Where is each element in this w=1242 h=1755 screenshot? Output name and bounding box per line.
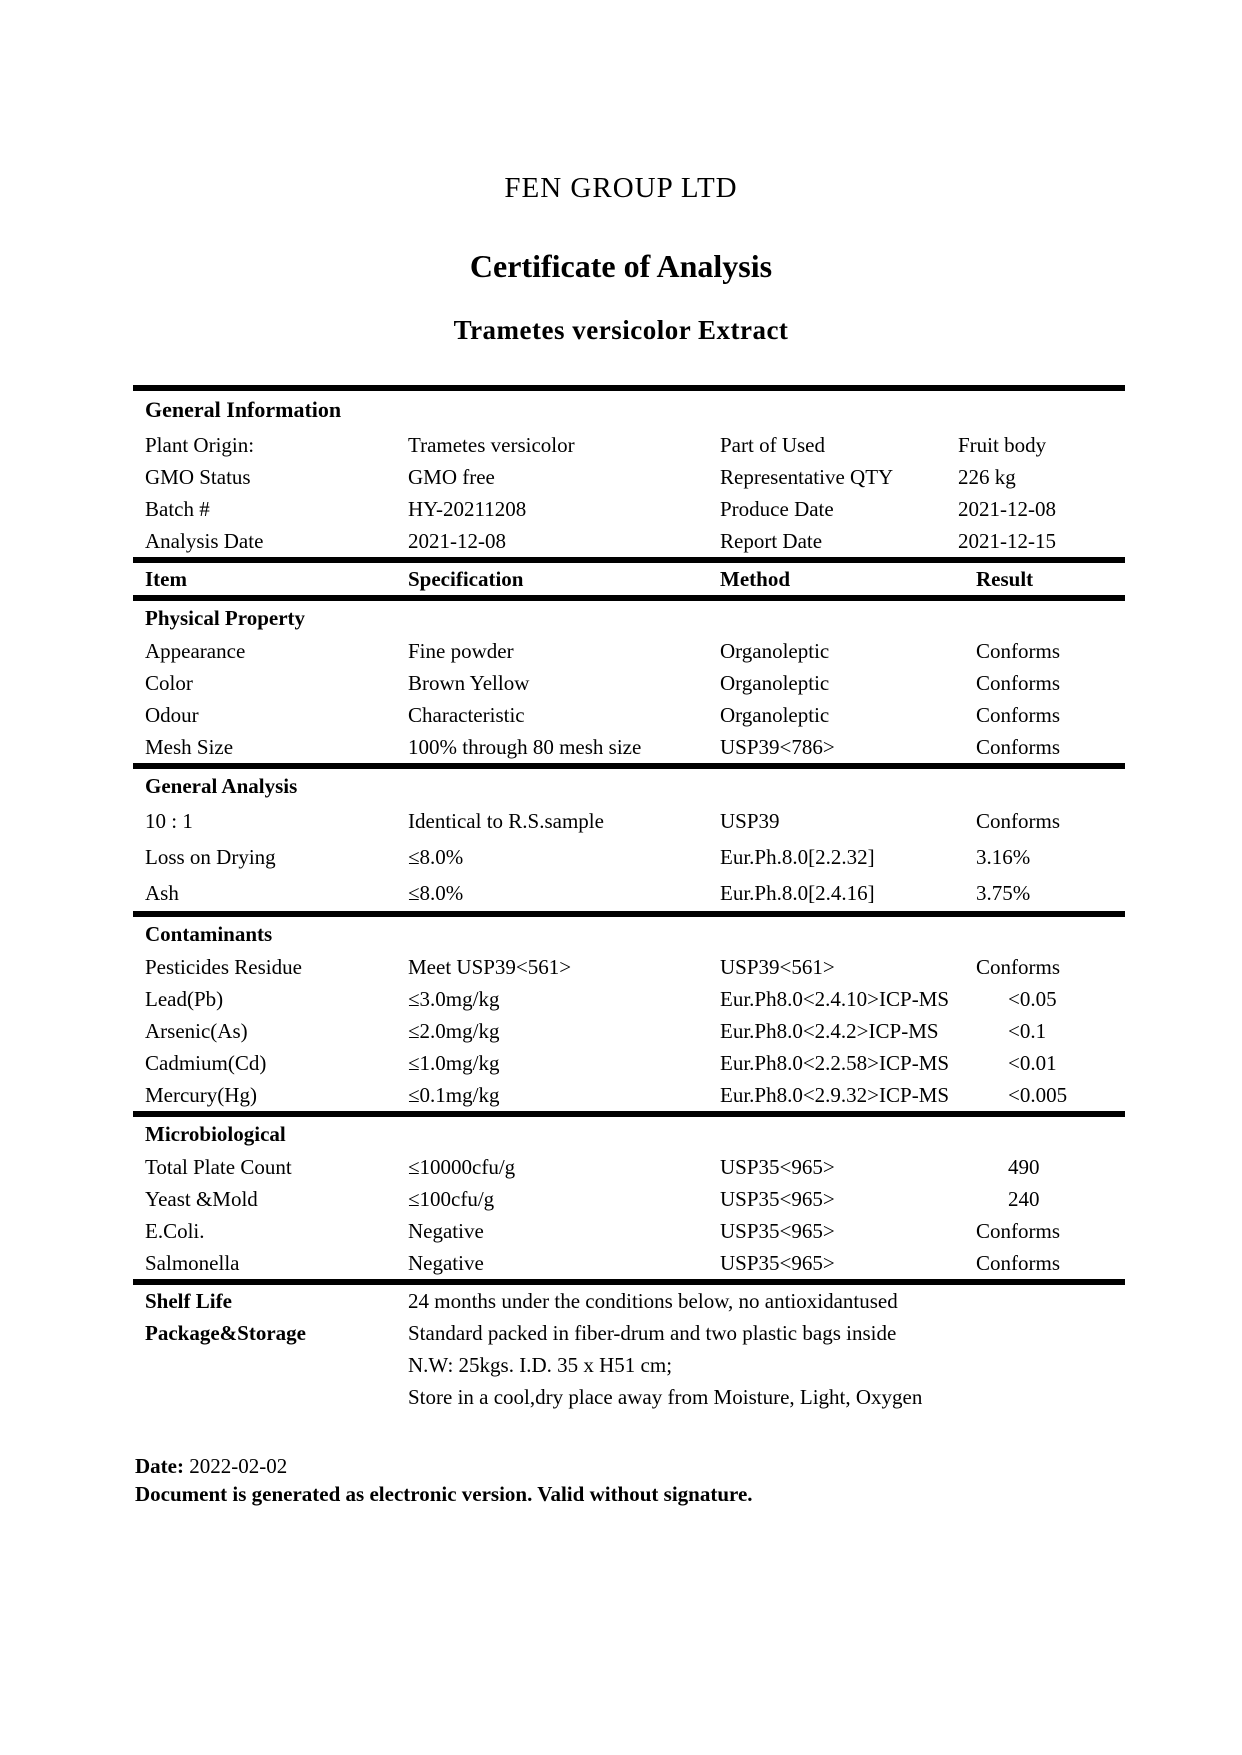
- info-label: Part of Used: [720, 432, 825, 457]
- cell-specification: ≤1.0mg/kg: [408, 1050, 500, 1075]
- info-row: [133, 429, 1125, 461]
- info-value: 2021-12-08: [958, 496, 1056, 521]
- table-row: [133, 667, 1125, 699]
- info-row: [133, 461, 1125, 493]
- date-label: Date:: [135, 1454, 190, 1478]
- info-label: Report Date: [720, 528, 823, 553]
- table-row: [133, 635, 1125, 667]
- product-name: Trametes versicolor Extract: [453, 315, 789, 345]
- info-value: Trametes versicolor: [408, 432, 575, 457]
- cell-result: Conforms: [976, 808, 1060, 833]
- cell-method: Eur.Ph8.0<2.2.58>ICP-MS: [720, 1050, 950, 1075]
- cell-result: Conforms: [976, 702, 1060, 727]
- cell-result: 3.16%: [976, 844, 1031, 869]
- cell-result: Conforms: [976, 638, 1060, 663]
- cell-specification: ≤8.0%: [408, 844, 464, 869]
- cell-specification: 100% through 80 mesh size: [408, 734, 642, 759]
- cell-method: Organoleptic: [720, 670, 830, 695]
- cell-result: <0.01: [1008, 1050, 1057, 1075]
- footer-date: [135, 1452, 753, 1480]
- info-label: GMO Status: [145, 464, 251, 489]
- table-row: [133, 1015, 1125, 1047]
- cell-method: USP39<786>: [720, 734, 835, 759]
- shelf-life-row: [133, 1285, 1125, 1317]
- cell-item: Odour: [145, 702, 199, 727]
- table-row: [133, 1247, 1125, 1279]
- info-row: [133, 525, 1125, 557]
- column-header-method: Method: [720, 566, 790, 591]
- shelf-life-text: 24 months under the conditions below, no antioxidantused: [408, 1288, 898, 1313]
- cell-item: Salmonella: [145, 1250, 240, 1275]
- cell-result: <0.005: [1008, 1082, 1068, 1107]
- table-row: [133, 951, 1125, 983]
- section-heading-microbiological: Microbiological: [145, 1121, 286, 1146]
- footer-note: Document is generated as electronic version. Valid without signature.: [135, 1482, 753, 1506]
- table-row: [133, 1215, 1125, 1247]
- cell-result: Conforms: [976, 1218, 1060, 1243]
- info-label: Analysis Date: [145, 528, 264, 553]
- cell-result: <0.1: [1008, 1018, 1047, 1043]
- package-storage-row: [133, 1381, 1125, 1413]
- table-row: [133, 803, 1125, 839]
- cell-specification: ≤3.0mg/kg: [408, 986, 500, 1011]
- cell-result: <0.05: [1008, 986, 1057, 1011]
- section-heading-physical-property: Physical Property: [145, 605, 306, 630]
- document-footer: [135, 1452, 753, 1508]
- table-row: [133, 875, 1125, 911]
- table-row: [133, 1183, 1125, 1215]
- package-storage-row: [133, 1317, 1125, 1349]
- cell-method: USP35<965>: [720, 1218, 835, 1243]
- cell-specification: Negative: [408, 1218, 484, 1243]
- column-header-specification: Specification: [408, 566, 524, 591]
- section-heading-contaminants: Contaminants: [145, 921, 273, 946]
- cell-item: Yeast &Mold: [145, 1186, 258, 1211]
- cell-method: USP39<561>: [720, 954, 835, 979]
- cell-method: Organoleptic: [720, 638, 830, 663]
- info-value: 2021-12-08: [408, 528, 506, 553]
- table-row: [133, 1047, 1125, 1079]
- cell-item: Ash: [145, 880, 179, 905]
- info-value: HY-20211208: [408, 496, 527, 521]
- cell-specification: Meet USP39<561>: [408, 954, 572, 979]
- cell-item: Appearance: [145, 638, 246, 663]
- info-value: 226 kg: [958, 464, 1016, 489]
- date-value: 2022-02-02: [189, 1454, 288, 1478]
- cell-item: E.Coli.: [145, 1218, 205, 1243]
- info-label: Batch #: [145, 496, 210, 521]
- column-header-item: Item: [145, 566, 187, 591]
- cell-result: 490: [1008, 1154, 1040, 1179]
- cell-specification: Brown Yellow: [408, 670, 530, 695]
- cell-specification: Characteristic: [408, 702, 525, 727]
- cell-item: Lead(Pb): [145, 986, 224, 1011]
- info-label: Produce Date: [720, 496, 834, 521]
- cell-specification: ≤10000cfu/g: [408, 1154, 516, 1179]
- cell-method: USP39: [720, 808, 780, 833]
- cell-method: Eur.Ph.8.0[2.2.32]: [720, 844, 875, 869]
- table-row: [133, 1151, 1125, 1183]
- info-value: GMO free: [408, 464, 495, 489]
- cell-specification: Fine powder: [408, 638, 514, 663]
- cell-method: Eur.Ph8.0<2.9.32>ICP-MS: [720, 1082, 950, 1107]
- cell-method: Organoleptic: [720, 702, 830, 727]
- cell-method: Eur.Ph.8.0[2.4.16]: [720, 880, 875, 905]
- cell-method: USP35<965>: [720, 1154, 835, 1179]
- package-storage-label: Package&Storage: [145, 1320, 306, 1345]
- cell-result: Conforms: [976, 670, 1060, 695]
- cell-result: Conforms: [976, 1250, 1060, 1275]
- cell-method: Eur.Ph8.0<2.4.10>ICP-MS: [720, 986, 950, 1011]
- column-header-result: Result: [976, 566, 1034, 591]
- cell-result: 3.75%: [976, 880, 1031, 905]
- package-storage-text: N.W: 25kgs. I.D. 35 x H51 cm;: [408, 1352, 673, 1377]
- cell-item: Cadmium(Cd): [145, 1050, 267, 1075]
- cell-method: USP35<965>: [720, 1186, 835, 1211]
- company-name: FEN GROUP LTD: [504, 172, 738, 204]
- cell-item: 10 : 1: [145, 808, 193, 833]
- cell-item: Color: [145, 670, 193, 695]
- info-label: Representative QTY: [720, 464, 894, 489]
- table-row: [133, 1079, 1125, 1111]
- cell-item: Arsenic(As): [145, 1018, 248, 1043]
- table-row: [133, 699, 1125, 731]
- section-heading-general-analysis: General Analysis: [145, 773, 298, 798]
- cell-specification: Identical to R.S.sample: [408, 808, 604, 833]
- info-value: 2021-12-15: [958, 528, 1056, 553]
- cell-specification: Negative: [408, 1250, 484, 1275]
- cell-item: Pesticides Residue: [145, 954, 302, 979]
- cell-item: Loss on Drying: [145, 844, 276, 869]
- cell-specification: ≤8.0%: [408, 880, 464, 905]
- cell-item: Mercury(Hg): [145, 1082, 257, 1107]
- cell-item: Total Plate Count: [145, 1154, 292, 1179]
- document-header: [0, 0, 1242, 346]
- cell-specification: ≤0.1mg/kg: [408, 1082, 500, 1107]
- table-header-row: [133, 563, 1125, 595]
- package-storage-text: Standard packed in fiber-drum and two plastic bags inside: [408, 1320, 897, 1345]
- package-storage-row: [133, 1349, 1125, 1381]
- cell-method: Eur.Ph8.0<2.4.2>ICP-MS: [720, 1018, 939, 1043]
- table-row: [133, 983, 1125, 1015]
- table-row: [133, 731, 1125, 763]
- cell-specification: ≤100cfu/g: [408, 1186, 495, 1211]
- info-label: Plant Origin:: [145, 432, 255, 457]
- cell-specification: ≤2.0mg/kg: [408, 1018, 500, 1043]
- certificate-title: Certificate of Analysis: [469, 248, 773, 284]
- package-storage-text: Store in a cool,dry place away from Moisture, Light, Oxygen: [408, 1384, 923, 1409]
- cell-result: Conforms: [976, 734, 1060, 759]
- info-value: Fruit body: [958, 432, 1047, 457]
- cell-method: USP35<965>: [720, 1250, 835, 1275]
- info-row: [133, 493, 1125, 525]
- certificate-table: [133, 385, 1125, 1413]
- shelf-life-label: Shelf Life: [145, 1288, 232, 1313]
- general-information-heading: General Information: [145, 397, 342, 422]
- cell-item: Mesh Size: [145, 734, 234, 759]
- table-row: [133, 839, 1125, 875]
- cell-result: Conforms: [976, 954, 1060, 979]
- cell-result: 240: [1008, 1186, 1040, 1211]
